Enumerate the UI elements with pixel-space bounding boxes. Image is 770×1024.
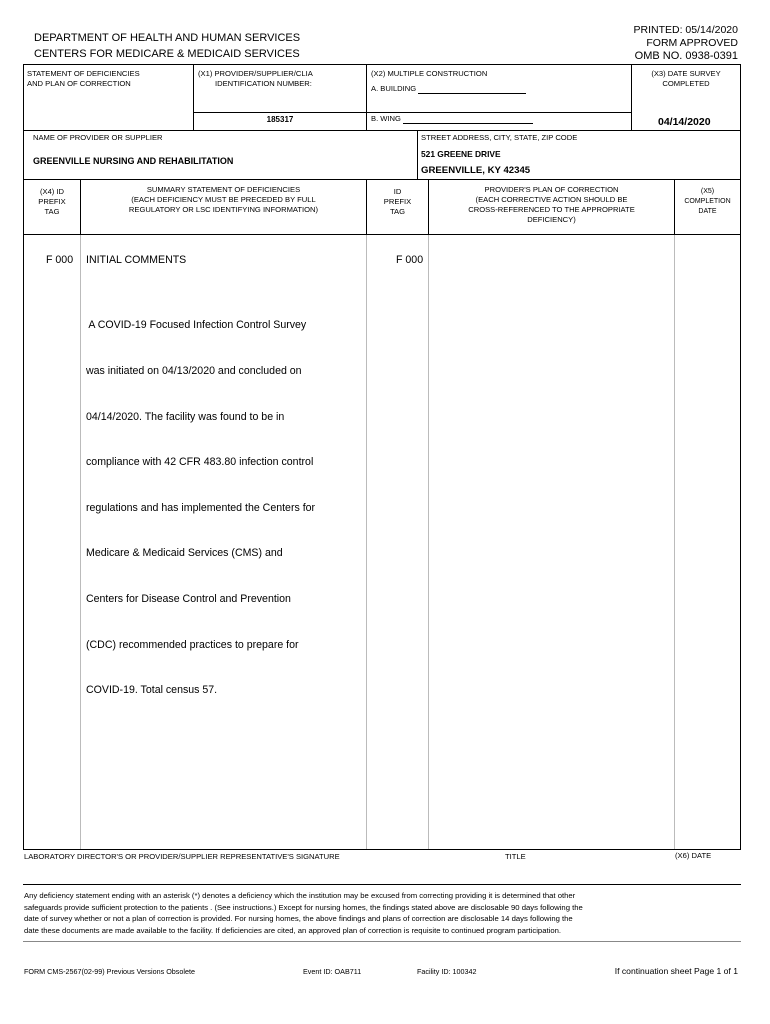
facility-id: Facility ID: 100342 xyxy=(417,967,477,976)
x3-label-line1: (X3) DATE SURVEY xyxy=(651,69,721,78)
right-prefix-tag: F 000 xyxy=(396,254,424,266)
building-label: A. BUILDING xyxy=(371,84,417,93)
comment-line: Medicare & Medicaid Services (CMS) and xyxy=(86,547,283,560)
comment-line: (CDC) recommended practices to prepare for xyxy=(86,638,299,651)
center-name: CENTERS FOR MEDICARE & MEDICAID SERVICES xyxy=(34,48,300,60)
x2-label: (X2) MULTIPLE CONSTRUCTION xyxy=(371,69,488,78)
page-indicator: If continuation sheet Page 1 of 1 xyxy=(614,966,738,976)
department-name: DEPARTMENT OF HEALTH AND HUMAN SERVICES xyxy=(34,32,301,44)
form-number: FORM CMS-2567(02-99) Previous Versions Obsolete xyxy=(24,967,195,976)
city-state-zip: GREENVILLE, KY 42345 xyxy=(421,165,531,176)
summary-header-line1: SUMMARY STATEMENT OF DEFICIENCIES xyxy=(146,185,301,194)
x4-id-prefix-tag-header xyxy=(24,187,80,217)
x6-date-label: (X6) DATE xyxy=(675,851,712,860)
form-approved: FORM APPROVED xyxy=(646,37,738,49)
comment-line: Centers for Disease Control and Prevention xyxy=(86,593,291,606)
x4-header-line1: (X4) ID xyxy=(39,187,65,196)
survey-completed-date: 04/14/2020 xyxy=(658,116,711,128)
comment-line: was initiated on 04/13/2020 and concluded on xyxy=(86,365,302,378)
id-header-line2: PREFIX xyxy=(383,197,412,206)
disclaimer-line: date these documents are made available to the facility. If deficiencies are cited, an approved plan of correction is requisite to continued program participation. xyxy=(24,925,562,935)
comment-line: regulations and has implemented the Centers for xyxy=(86,501,316,514)
x4-header-line2: PREFIX xyxy=(38,197,66,206)
x1-label xyxy=(198,69,313,89)
provider-id-value: 185317 xyxy=(266,115,294,124)
wing-field xyxy=(371,114,533,124)
signature-label: LABORATORY DIRECTOR'S OR PROVIDER/SUPPLIER REPRESENTATIVE'S SIGNATURE xyxy=(24,852,340,861)
x3-label-line2: COMPLETED xyxy=(662,79,710,88)
x1-label-line2: IDENTIFICATION NUMBER: xyxy=(215,79,312,88)
id-header-line3: TAG xyxy=(389,207,406,216)
x5-header-line2: COMPLETION xyxy=(684,198,731,205)
x5-header-line3: DATE xyxy=(698,208,717,215)
id-prefix-tag-header xyxy=(367,187,428,217)
wing-line xyxy=(403,114,533,124)
id-header-line1: ID xyxy=(393,187,402,196)
address-label: STREET ADDRESS, CITY, STATE, ZIP CODE xyxy=(421,133,578,142)
disclaimer-line: date of survey whether or not a plan of correction is provided. For nursing homes, the above findings and plans of correction are disclosable 14 days following the xyxy=(24,914,573,923)
plan-of-correction-header xyxy=(429,185,674,225)
statement-label-line1: STATEMENT OF DEFICIENCIES xyxy=(27,69,140,78)
comment-line: compliance with 42 CFR 483.80 infection control xyxy=(86,456,314,469)
disclaimer xyxy=(24,890,740,936)
wing-label: B. WING xyxy=(371,114,401,123)
x5-completion-date-header xyxy=(675,187,740,217)
x3-label xyxy=(632,69,740,89)
plan-header-line2: (EACH CORRECTIVE ACTION SHOULD BE xyxy=(475,195,628,204)
signature-divider xyxy=(23,884,741,885)
building-field xyxy=(371,84,526,94)
initial-comments-text xyxy=(86,288,315,714)
summary-statement-header xyxy=(81,185,366,215)
disclaimer-line: safeguards provide sufficient protection to the patients . (See instructions.) Except for nursing homes, the findings stated above are disclosable 90 days following the xyxy=(24,902,583,912)
plan-header-line3: CROSS-REFERENCED TO THE APPROPRIATE xyxy=(468,205,635,214)
statement-label-line2: AND PLAN OF CORRECTION xyxy=(27,79,131,88)
provider-name-value: GREENVILLE NURSING AND REHABILITATION xyxy=(33,156,234,166)
entry-heading: INITIAL COMMENTS xyxy=(86,254,187,266)
plan-header-line4: DEFICIENCY) xyxy=(527,215,576,224)
event-id: Event ID: OAB711 xyxy=(303,967,362,976)
comment-line: A COVID-19 Focused Infection Control Survey xyxy=(86,319,307,332)
comment-line: 04/14/2020. The facility was found to be in xyxy=(86,410,285,423)
comment-line: COVID-19. Total census 57. xyxy=(86,684,218,697)
agency-header xyxy=(34,30,300,62)
provider-name-label: NAME OF PROVIDER OR SUPPLIER xyxy=(33,133,163,142)
plan-header-line1: PROVIDER'S PLAN OF CORRECTION xyxy=(484,185,619,194)
summary-header-line2: (EACH DEFICIENCY MUST BE PRECEDED BY FULL xyxy=(131,195,316,204)
disclaimer-divider xyxy=(23,941,741,942)
x4-header-line3: TAG xyxy=(44,207,60,216)
building-line xyxy=(418,84,526,94)
street-address: 521 GREENE DRIVE xyxy=(421,149,501,159)
title-label: TITLE xyxy=(505,852,526,861)
x5-header-line1: (X5) xyxy=(700,188,715,195)
omb-number: OMB NO. 0938-0391 xyxy=(634,50,738,62)
summary-header-line3: REGULATORY OR LSC IDENTIFYING INFORMATION) xyxy=(128,205,319,214)
printed-date: PRINTED: 05/14/2020 xyxy=(633,24,738,36)
form-meta xyxy=(634,24,738,63)
statement-label xyxy=(27,69,140,89)
x1-label-line1: (X1) PROVIDER/SUPPLIER/CLIA xyxy=(198,69,313,78)
left-prefix-tag: F 000 xyxy=(46,254,74,266)
disclaimer-line: Any deficiency statement ending with an asterisk (*) denotes a deficiency which the institution may be excused from correcting providing it is determined that other xyxy=(24,891,576,900)
